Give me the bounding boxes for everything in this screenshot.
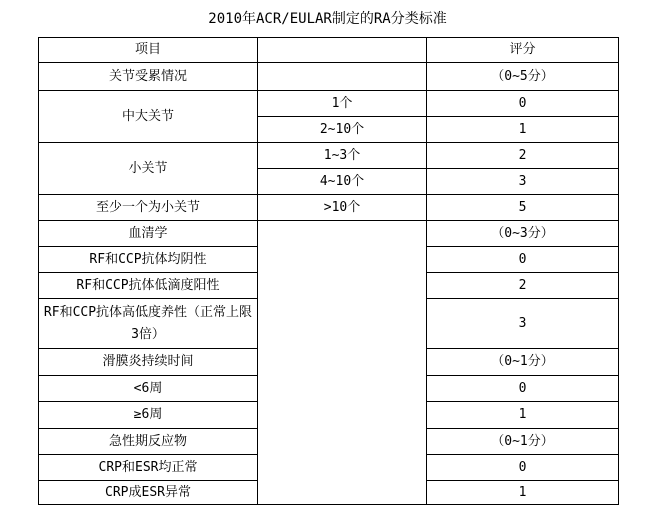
- cell-sub: >10个: [258, 195, 427, 221]
- cell-item: CRP和ESR均正常: [39, 455, 258, 481]
- cell-sub: 4~10个: [258, 169, 427, 195]
- cell-sub: 1个: [258, 91, 427, 117]
- cell-score: 0: [427, 376, 619, 402]
- table-header-row: [39, 38, 619, 63]
- cell-sub: 2~10个: [258, 117, 427, 143]
- cell-item: RF和CCP抗体均阴性: [39, 247, 258, 273]
- cell-score: 0: [427, 455, 619, 481]
- cell-score: （0~1分）: [427, 429, 619, 455]
- cell-item: 关节受累情况: [39, 63, 258, 91]
- table-row: [39, 63, 619, 91]
- cell-score: 1: [427, 117, 619, 143]
- cell-score: 1: [427, 402, 619, 429]
- cell-score: 0: [427, 247, 619, 273]
- cell-sub: [258, 63, 427, 91]
- table-row: [39, 91, 619, 117]
- cell-item: 急性期反应物: [39, 429, 258, 455]
- cell-sub-merged: [258, 221, 427, 505]
- cell-item: RF和CCP抗体高低度养性（正常上限3倍）: [39, 299, 258, 349]
- cell-score: 5: [427, 195, 619, 221]
- cell-score: 3: [427, 299, 619, 349]
- cell-item: ≥6周: [39, 402, 258, 429]
- cell-item: 至少一个为小关节: [39, 195, 258, 221]
- cell-item: 血清学: [39, 221, 258, 247]
- cell-score: （0~1分）: [427, 349, 619, 376]
- cell-item: 中大关节: [39, 91, 258, 143]
- cell-score: 3: [427, 169, 619, 195]
- criteria-table: [38, 37, 619, 505]
- cell-item: <6周: [39, 376, 258, 402]
- cell-score: 2: [427, 143, 619, 169]
- page-title: 2010年ACR/EULAR制定的RA分类标准: [208, 11, 447, 27]
- cell-item: RF和CCP抗体低滴度阳性: [39, 273, 258, 299]
- cell-item: CRP成ESR异常: [39, 481, 258, 505]
- cell-score: （0~3分）: [427, 221, 619, 247]
- table-row: [39, 143, 619, 169]
- cell-item: 小关节: [39, 143, 258, 195]
- cell-score: 0: [427, 91, 619, 117]
- cell-sub: 1~3个: [258, 143, 427, 169]
- cell-score: （0~5分）: [427, 63, 619, 91]
- header-score: 评分: [427, 38, 619, 63]
- cell-score: 2: [427, 273, 619, 299]
- table-row: [39, 195, 619, 221]
- header-sub: [258, 38, 427, 63]
- cell-item: 滑膜炎持续时间: [39, 349, 258, 376]
- table-row: [39, 221, 619, 247]
- cell-score: 1: [427, 481, 619, 505]
- header-item: 项目: [39, 38, 258, 63]
